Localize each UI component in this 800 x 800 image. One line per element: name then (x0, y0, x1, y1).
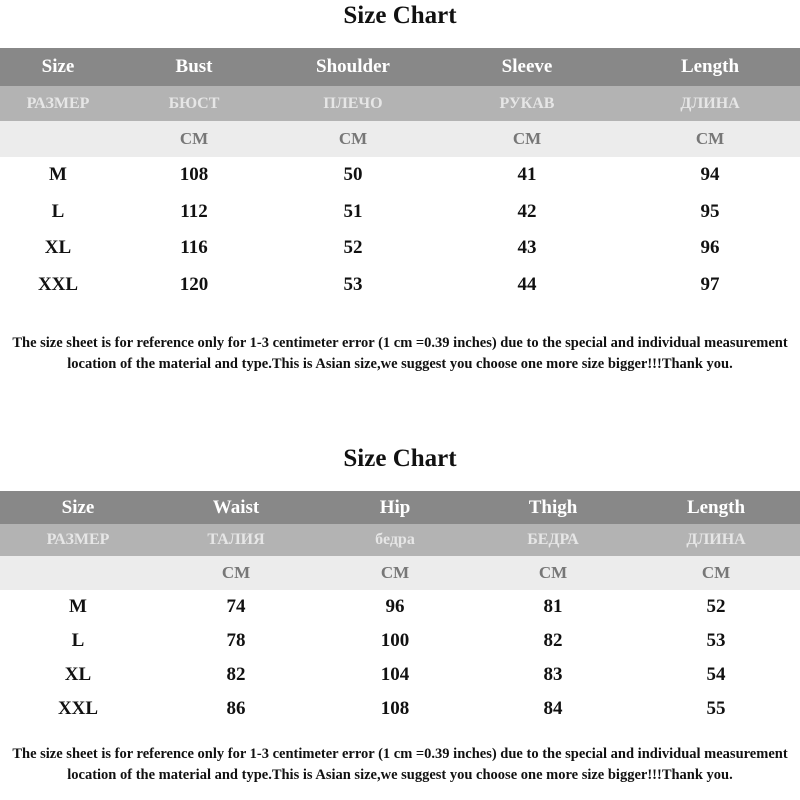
note-text: The size sheet is for reference only for 1-3 centimeter error (1 cm =0.39 inches) due to the special and individual measurement location of the material and type.This is Asian size,we suggest you choose one more size bigger!!!Thank you. (12, 746, 788, 783)
table-cell: 83 (543, 664, 563, 685)
header-size-ru: РАЗМЕР (0, 524, 156, 556)
table-cell: 44 (517, 273, 537, 295)
size-label: XL (44, 237, 72, 259)
table-cell: 94 (700, 164, 720, 186)
table-cell: 108 (179, 164, 209, 186)
header-bust: Bust (116, 48, 272, 86)
table-row (0, 590, 800, 624)
size-label: L (51, 200, 65, 222)
table-cell: 97 (700, 273, 720, 295)
table-cell: 42 (517, 200, 537, 222)
table-cell: 50 (343, 164, 363, 186)
header-size: Size (0, 491, 156, 524)
header-row-russian (0, 524, 800, 556)
table-cell: 82 (543, 630, 563, 651)
table-row (0, 157, 800, 194)
header-length: Length (632, 491, 800, 524)
size-chart-table-bottom (0, 491, 800, 726)
unit-row (0, 121, 800, 157)
table-cell: 52 (706, 596, 726, 617)
unit-cell: CM (632, 556, 800, 590)
table-cell: 112 (180, 200, 208, 222)
unit-cell (0, 121, 116, 157)
header-length-ru: ДЛИНА (632, 524, 800, 556)
table-cell: 100 (380, 630, 410, 651)
table-row (0, 230, 800, 267)
note-text: The size sheet is for reference only for 1-3 centimeter error (1 cm =0.39 inches) due to the special and individual measurement location of the material and type.This is Asian size,we suggest you choose one more size bigger!!!Thank you. (12, 335, 788, 372)
size-label: M (69, 596, 87, 617)
header-shoulder-ru: ПЛЕЧО (272, 86, 434, 121)
table-cell: 54 (706, 664, 726, 685)
table-cell: 104 (380, 664, 410, 685)
size-note-top (0, 333, 800, 375)
header-row-english (0, 48, 800, 86)
table-cell: 96 (385, 596, 405, 617)
table-row (0, 692, 800, 726)
unit-cell: CM (620, 121, 800, 157)
table-cell: 120 (179, 273, 209, 295)
size-label: M (49, 164, 67, 186)
table-row (0, 194, 800, 231)
header-row-english (0, 491, 800, 524)
size-chart-title-top: Size Chart (343, 2, 457, 29)
header-size: Size (0, 48, 116, 86)
table-cell: 96 (700, 237, 720, 259)
size-chart-table-top (0, 48, 800, 303)
unit-cell: CM (434, 121, 620, 157)
header-waist-ru: ТАЛИЯ (156, 524, 316, 556)
table-cell: 81 (543, 596, 563, 617)
header-row-russian (0, 86, 800, 121)
size-label: XL (64, 664, 92, 685)
unit-cell: CM (116, 121, 272, 157)
table-cell: 78 (226, 630, 246, 651)
table-cell: 55 (706, 698, 726, 719)
unit-cell: CM (156, 556, 316, 590)
header-shoulder: Shoulder (272, 48, 434, 86)
table-cell: 95 (700, 200, 720, 222)
header-hip: Hip (316, 491, 474, 524)
size-note-bottom (0, 744, 800, 786)
size-label: L (71, 630, 85, 651)
header-length: Length (620, 48, 800, 86)
header-size-ru: РАЗМЕР (0, 86, 116, 121)
unit-cell: CM (316, 556, 474, 590)
size-label: XXL (57, 698, 99, 719)
table-cell: 74 (226, 596, 246, 617)
table-cell: 84 (543, 698, 563, 719)
header-sleeve-ru: РУКАВ (434, 86, 620, 121)
table-row (0, 267, 800, 304)
table-cell: 43 (517, 237, 537, 259)
header-hip-ru: бедра (316, 524, 474, 556)
header-waist: Waist (156, 491, 316, 524)
size-label: XXL (37, 273, 79, 295)
table-cell: 116 (180, 237, 208, 259)
unit-cell: CM (474, 556, 632, 590)
header-bust-ru: БЮСТ (116, 86, 272, 121)
header-length-ru: ДЛИНА (620, 86, 800, 121)
table-cell: 86 (226, 698, 246, 719)
table-row (0, 624, 800, 658)
table-cell: 53 (706, 630, 726, 651)
unit-row (0, 556, 800, 590)
table-row (0, 658, 800, 692)
table-cell: 41 (517, 164, 537, 186)
size-chart-title-bottom: Size Chart (343, 445, 457, 472)
unit-cell: CM (272, 121, 434, 157)
header-thigh: Thigh (474, 491, 632, 524)
table-cell: 52 (343, 237, 363, 259)
table-cell: 53 (343, 273, 363, 295)
table-cell: 108 (380, 698, 410, 719)
header-sleeve: Sleeve (434, 48, 620, 86)
table-cell: 82 (226, 664, 246, 685)
header-thigh-ru: БЕДРА (474, 524, 632, 556)
unit-cell (0, 556, 156, 590)
table-cell: 51 (343, 200, 363, 222)
